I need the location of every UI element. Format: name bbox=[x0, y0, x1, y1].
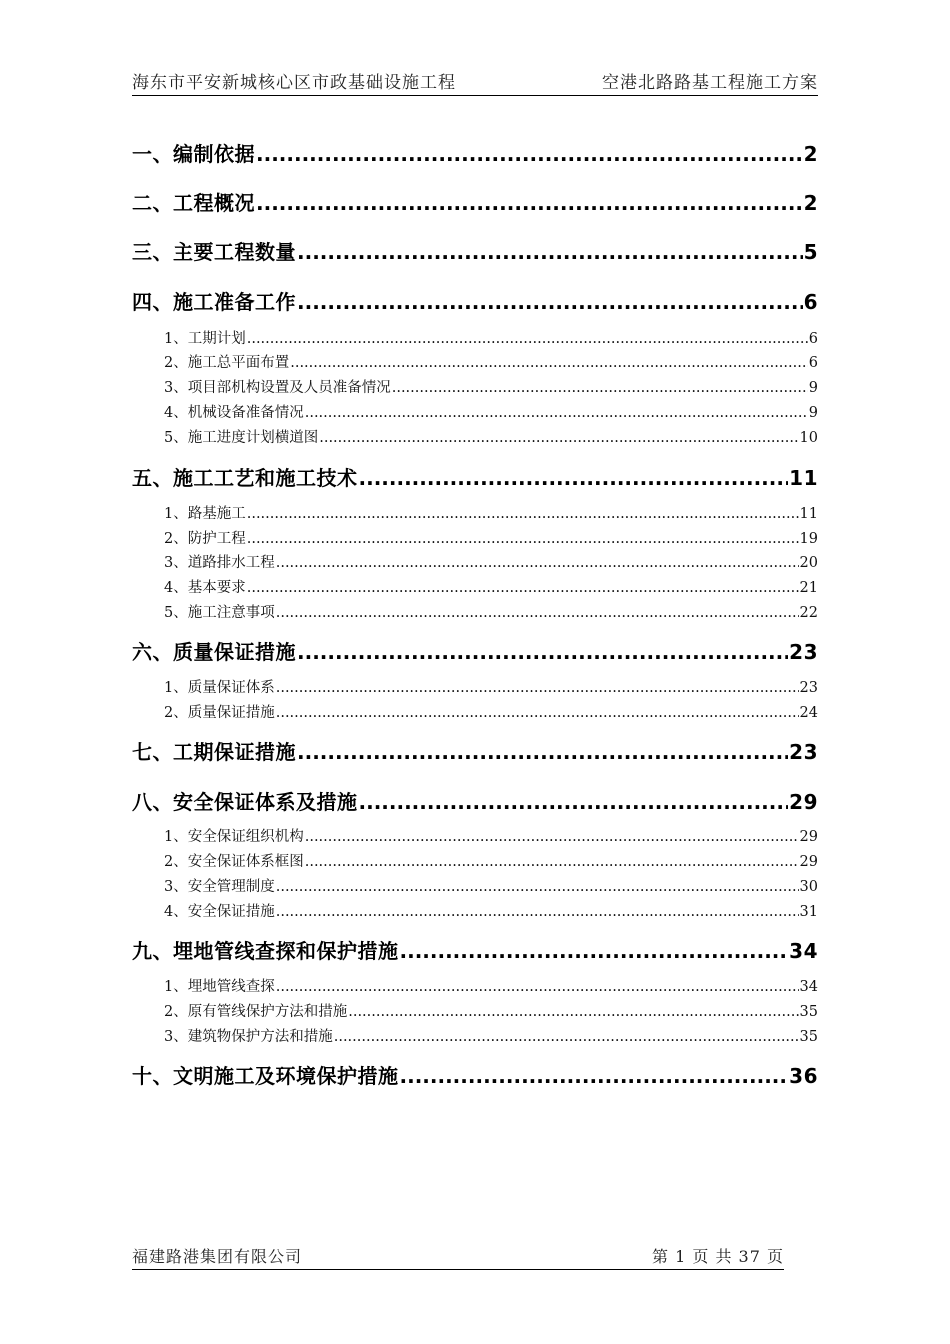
toc-subsection-entry[interactable] bbox=[164, 875, 818, 896]
toc-dot-leader bbox=[400, 939, 789, 963]
toc-entry-page-number: 23 bbox=[799, 680, 818, 696]
toc-dot-leader bbox=[334, 1029, 799, 1045]
toc-dot-leader bbox=[276, 705, 799, 721]
toc-entry-page-number: 23 bbox=[789, 740, 818, 764]
toc-entry-label: 2、施工总平面布置 bbox=[164, 355, 290, 371]
toc-entry-label: 5、施工进度计划横道图 bbox=[164, 430, 319, 446]
toc-entry-label: 2、原有管线保护方法和措施 bbox=[164, 1004, 348, 1020]
toc-entry-page-number: 21 bbox=[799, 580, 818, 596]
toc-dot-leader bbox=[319, 430, 798, 446]
toc-entry-label: 1、埋地管线查探 bbox=[164, 979, 275, 995]
toc-dot-leader bbox=[392, 380, 808, 396]
footer-company: 福建路港集团有限公司 bbox=[132, 1247, 303, 1266]
toc-entry-label: 三、主要工程数量 bbox=[132, 240, 296, 264]
toc-subsection-entry[interactable] bbox=[164, 327, 818, 348]
toc-entry-page-number: 9 bbox=[808, 380, 818, 396]
toc-entry-label: 一、编制依据 bbox=[132, 142, 255, 166]
toc-subsection-entry[interactable] bbox=[164, 551, 818, 572]
toc-section-entry[interactable] bbox=[132, 636, 818, 665]
toc-entry-label: 4、机械设备准备情况 bbox=[164, 405, 304, 421]
toc-entry-label: 1、工期计划 bbox=[164, 331, 246, 347]
toc-subsection-entry[interactable] bbox=[164, 701, 818, 722]
toc-entry-label: 2、防护工程 bbox=[164, 531, 246, 547]
toc-entry-label: 2、安全保证体系框图 bbox=[164, 854, 304, 870]
footer-page-number: 第 1 页 共 37 页 bbox=[652, 1247, 784, 1266]
toc-section-entry[interactable] bbox=[132, 462, 818, 491]
toc-entry-page-number: 9 bbox=[808, 405, 818, 421]
toc-entry-page-number: 11 bbox=[789, 466, 818, 490]
toc-dot-leader bbox=[276, 555, 799, 571]
toc-dot-leader bbox=[359, 790, 789, 814]
toc-entry-page-number: 6 bbox=[803, 290, 818, 314]
toc-entry-label: 十、文明施工及环境保护措施 bbox=[132, 1064, 399, 1088]
toc-dot-leader bbox=[297, 740, 788, 764]
page-header bbox=[132, 68, 818, 96]
toc-entry-label: 3、道路排水工程 bbox=[164, 555, 275, 571]
toc-entry-page-number: 23 bbox=[789, 640, 818, 664]
toc-dot-leader bbox=[276, 904, 799, 920]
toc-entry-page-number: 29 bbox=[799, 854, 818, 870]
toc-entry-page-number: 35 bbox=[799, 1029, 818, 1045]
toc-subsection-entry[interactable] bbox=[164, 975, 818, 996]
toc-dot-leader bbox=[305, 405, 808, 421]
toc-entry-page-number: 31 bbox=[799, 904, 818, 920]
toc-entry-page-number: 6 bbox=[808, 331, 818, 347]
toc-subsection-entry[interactable] bbox=[164, 676, 818, 697]
toc-dot-leader bbox=[276, 979, 799, 995]
toc-entry-page-number: 34 bbox=[789, 939, 818, 963]
toc-entry-page-number: 20 bbox=[799, 555, 818, 571]
toc-subsection-entry[interactable] bbox=[164, 502, 818, 523]
toc-entry-label: 4、基本要求 bbox=[164, 580, 246, 596]
toc-entry-page-number: 11 bbox=[799, 506, 818, 522]
toc-dot-leader bbox=[400, 1064, 789, 1088]
toc-entry-label: 1、路基施工 bbox=[164, 506, 246, 522]
toc-entry-page-number: 34 bbox=[799, 979, 818, 995]
toc-dot-leader bbox=[297, 640, 788, 664]
toc-entry-page-number: 10 bbox=[799, 430, 818, 446]
toc-dot-leader bbox=[305, 829, 799, 845]
toc-subsection-entry[interactable] bbox=[164, 576, 818, 597]
toc-subsection-entry[interactable] bbox=[164, 900, 818, 921]
toc-entry-page-number: 2 bbox=[803, 142, 818, 166]
toc-dot-leader bbox=[276, 879, 799, 895]
header-document-title: 空港北路路基工程施工方案 bbox=[602, 73, 818, 93]
toc-entry-page-number: 36 bbox=[789, 1064, 818, 1088]
toc-entry-label: 四、施工准备工作 bbox=[132, 290, 296, 314]
toc-dot-leader bbox=[305, 854, 799, 870]
toc-entry-label: 二、工程概况 bbox=[132, 191, 255, 215]
toc-subsection-entry[interactable] bbox=[164, 426, 818, 447]
toc-dot-leader bbox=[256, 191, 803, 215]
toc-entry-label: 1、质量保证体系 bbox=[164, 680, 275, 696]
page-footer bbox=[132, 1244, 784, 1270]
toc-subsection-entry[interactable] bbox=[164, 401, 818, 422]
toc-subsection-entry[interactable] bbox=[164, 601, 818, 622]
toc-dot-leader bbox=[348, 1004, 798, 1020]
toc-section-entry[interactable] bbox=[132, 935, 818, 964]
toc-section-entry[interactable] bbox=[132, 736, 818, 765]
toc-section-entry[interactable] bbox=[132, 236, 818, 265]
toc-subsection-entry[interactable] bbox=[164, 1000, 818, 1021]
toc-dot-leader bbox=[297, 290, 803, 314]
toc-dot-leader bbox=[247, 506, 799, 522]
toc-section-entry[interactable] bbox=[132, 786, 818, 815]
toc-section-entry[interactable] bbox=[132, 1060, 818, 1089]
toc-subsection-entry[interactable] bbox=[164, 850, 818, 871]
toc-dot-leader bbox=[276, 680, 799, 696]
toc-entry-page-number: 2 bbox=[803, 191, 818, 215]
toc-entry-label: 3、安全管理制度 bbox=[164, 879, 275, 895]
toc-section-entry[interactable] bbox=[132, 138, 818, 167]
toc-entry-page-number: 29 bbox=[789, 790, 818, 814]
toc-dot-leader bbox=[290, 355, 808, 371]
toc-entry-page-number: 5 bbox=[803, 240, 818, 264]
toc-section-entry[interactable] bbox=[132, 286, 818, 315]
toc-entry-label: 3、建筑物保护方法和措施 bbox=[164, 1029, 333, 1045]
toc-subsection-entry[interactable] bbox=[164, 527, 818, 548]
toc-entry-label: 1、安全保证组织机构 bbox=[164, 829, 304, 845]
toc-dot-leader bbox=[297, 240, 803, 264]
toc-entry-page-number: 22 bbox=[799, 605, 818, 621]
toc-entry-label: 六、质量保证措施 bbox=[132, 640, 296, 664]
toc-dot-leader bbox=[247, 331, 808, 347]
toc-entry-label: 5、施工注意事项 bbox=[164, 605, 275, 621]
toc-dot-leader bbox=[359, 466, 789, 490]
toc-subsection-entry[interactable] bbox=[164, 1025, 818, 1046]
toc-dot-leader bbox=[256, 142, 803, 166]
toc-subsection-entry[interactable] bbox=[164, 825, 818, 846]
toc-dot-leader bbox=[247, 531, 799, 547]
toc-dot-leader bbox=[247, 580, 799, 596]
toc-entry-page-number: 30 bbox=[799, 879, 818, 895]
toc-entry-page-number: 6 bbox=[808, 355, 818, 371]
toc-entry-label: 4、安全保证措施 bbox=[164, 904, 275, 920]
toc-entry-page-number: 35 bbox=[799, 1004, 818, 1020]
toc-subsection-entry[interactable] bbox=[164, 351, 818, 372]
toc-entry-page-number: 19 bbox=[799, 531, 818, 547]
toc-entry-label: 九、埋地管线查探和保护措施 bbox=[132, 939, 399, 963]
toc-entry-page-number: 24 bbox=[799, 705, 818, 721]
toc-section-entry[interactable] bbox=[132, 187, 818, 216]
toc-entry-label: 八、安全保证体系及措施 bbox=[132, 790, 358, 814]
toc-entry-label: 五、施工工艺和施工技术 bbox=[132, 466, 358, 490]
header-project-title: 海东市平安新城核心区市政基础设施工程 bbox=[132, 73, 456, 93]
toc-entry-label: 2、质量保证措施 bbox=[164, 705, 275, 721]
toc-entry-label: 3、项目部机构设置及人员准备情况 bbox=[164, 380, 391, 396]
toc-entry-page-number: 29 bbox=[799, 829, 818, 845]
toc-entry-label: 七、工期保证措施 bbox=[132, 740, 296, 764]
toc-dot-leader bbox=[276, 605, 799, 621]
toc-subsection-entry[interactable] bbox=[164, 376, 818, 397]
